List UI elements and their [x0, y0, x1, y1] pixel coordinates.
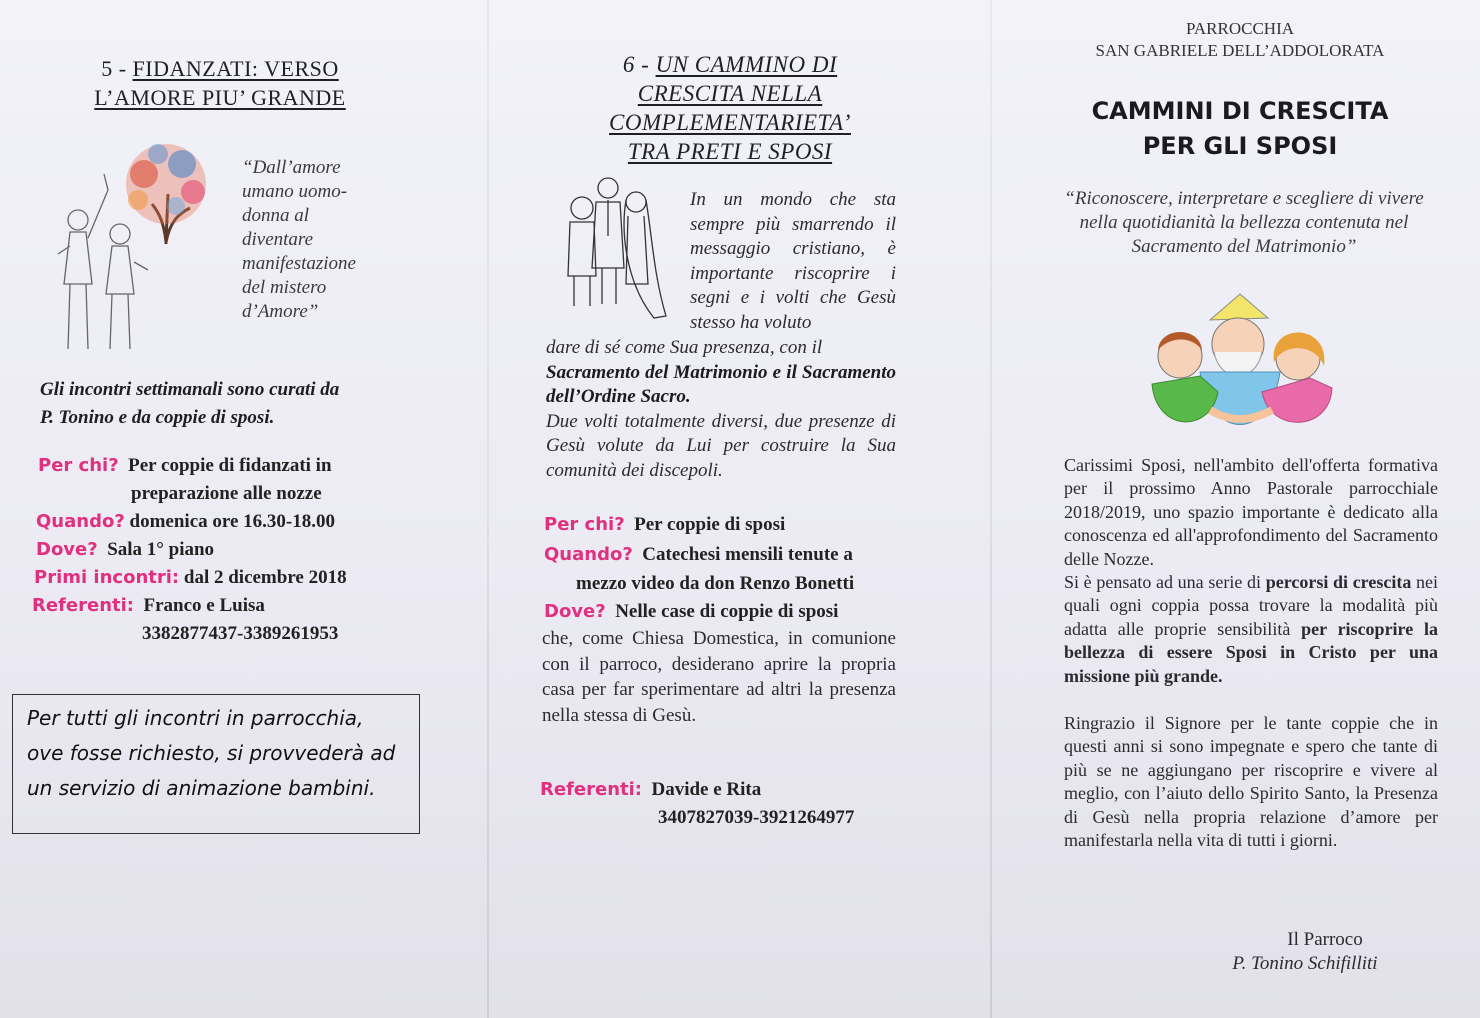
children-service-notice — [12, 694, 420, 834]
panel1-dove-value: Sala 1° piano — [107, 539, 215, 560]
fold-line-right — [990, 0, 992, 1018]
panel2-referenti-label: Referenti: — [540, 779, 642, 800]
panel2-intro-wrapped: In un mondo che sta sempre più smarrendo il messaggio cristiano, è importante riscoprire i segni e i volti che Gesù stesso ha voluto — [690, 189, 896, 333]
panel1-referenti-label: Referenti: — [32, 595, 134, 616]
priest-icon — [598, 178, 618, 198]
panel1-quando-value: domenica ore 16.30-18.00 — [129, 511, 335, 532]
panel1-heading-number: 5 - — [101, 56, 133, 81]
letter-p2-part-a: Si è pensato ad una serie di — [1064, 572, 1261, 593]
parish-line2: SAN GABRIELE DELL’ADDOLORATA — [1095, 41, 1385, 60]
panel2-quando-value1: Catechesi mensili tenute a — [642, 544, 853, 565]
panel1-dove-label: Dove? — [36, 539, 98, 560]
panel1-referenti-value2: 3382877437-3389261953 — [142, 623, 339, 644]
signature-name: P. Tonino Schifilliti — [1232, 953, 1378, 974]
panel1-per-chi-value2: preparazione alle nozze — [131, 483, 322, 504]
panel1-curators — [40, 376, 400, 432]
panel2-heading-line2: CRESCITA NELLA — [637, 81, 823, 106]
panel1-info — [32, 452, 438, 648]
panel1-heading-line2: L’AMORE PIU’ GRANDE — [94, 85, 346, 110]
couple-tree-illustration — [48, 134, 228, 359]
panel2-dove-value: Nelle case di coppie di sposi — [615, 601, 839, 622]
panel2-heading-line4: TRA PRETI E SPOSI — [627, 139, 833, 164]
panel1-curators-line1: Gli incontri settimanali sono curati da — [40, 379, 340, 400]
panel1-primi-value: dal 2 dicembre 2018 — [183, 567, 347, 588]
panel1-heading-line1: FIDANZATI: VERSO — [132, 56, 339, 81]
cover-letter — [1064, 454, 1438, 853]
letter-paragraph-3: Ringrazio il Signore per le tante coppie che in questi anni si sono impegnate e spero che tante di più se ne aggiungano per riscoprire e vivere al meglio, con l’aiuto dello Spirito Santo, la Presenza di Gesù nella propria relazione d’amore per manifestarla nella vita di tutti i giorni. — [1064, 713, 1438, 851]
panel1-curators-line2: P. Tonino e da coppie di sposi. — [40, 407, 275, 428]
panel2-per-chi-value: Per coppie di sposi — [634, 514, 786, 535]
letter-p2-part-c: nei quali ogni coppia possa trovare la modalità più adatta alle proprie sensibilità — [1064, 572, 1439, 639]
panel1-quote: “Dall’amore umano uomo-donna al diventare manifestazione del mistero d’Amore” — [242, 157, 356, 322]
panel1-primi-label: Primi incontri: — [34, 567, 180, 588]
cover-quote: “Riconoscere, interpretare e scegliere di vivere nella quotidianità la bellezza contenuta nel Sacramento del Matrimonio” — [1064, 188, 1424, 257]
panel2-quando-label: Quando? — [544, 544, 633, 565]
panel2-body-rest: Due volti totalmente diversi, due presenze di Gesù volute da Lui per costruire la Sua comunità dei discepoli. — [546, 410, 896, 481]
panel2-body — [546, 336, 896, 484]
signature-title: Il Parroco — [1287, 929, 1363, 950]
panel1-quando-label: Quando? — [36, 511, 125, 532]
letter-p2-bold: percorsi di crescita — [1265, 572, 1412, 593]
panel1-per-chi-value1: Per coppie di fidanzati in — [128, 455, 332, 476]
parish-line1: PARROCCHIA — [1185, 19, 1295, 38]
notice-line3: un servizio di animazione bambini. — [27, 776, 376, 800]
panel2-heading — [560, 50, 900, 166]
panel2-dove-description: che, come Chiesa Domestica, in comunione con il parroco, desiderano aprire la propria casa per far sperimentare ad altri la presenza nella stessa di Gesù. — [542, 628, 896, 726]
panel2-dove-label: Dove? — [544, 601, 606, 622]
fold-line-left — [487, 0, 489, 1018]
letter-p2-bold-end: per riscoprire la bellezza di essere Sposi in Cristo per una missione più grande. — [1064, 618, 1439, 686]
signature — [1200, 928, 1410, 976]
notice-line1: Per tutti gli incontri in parrocchia, — [27, 706, 364, 730]
groom-icon — [571, 197, 593, 219]
panel2-info — [544, 510, 896, 728]
panel2-per-chi-label: Per chi? — [544, 514, 625, 535]
parish-name — [1040, 18, 1440, 62]
panel1-heading — [40, 54, 400, 112]
letter-paragraph-2 — [1064, 571, 1438, 688]
cover-title — [1040, 94, 1440, 164]
panel2-quando-value2: mezzo video da don Renzo Bonetti — [576, 573, 855, 594]
family-hug-illustration — [1140, 292, 1340, 438]
cover-title-line1: CAMMINI DI CRESCITA — [1091, 97, 1389, 125]
panel2-referenti-value1: Davide e Rita — [651, 779, 762, 800]
panel1-referenti-value1: Franco e Luisa — [143, 595, 265, 616]
bride-icon — [626, 192, 646, 212]
notice-line2: ove fosse richiesto, si provvederà ad — [27, 741, 396, 765]
priest-couple-illustration — [562, 176, 674, 322]
panel2-referenti-value2: 3407827039-3921264977 — [658, 807, 855, 828]
panel2-body-line: dare di sé come Sua presenza, con il — [546, 337, 823, 358]
cover-title-line2: PER GLI SPOSI — [1142, 132, 1338, 160]
letter-paragraph-1: Carissimi Sposi, nell'ambito dell'offerta formativa per il prossimo Anno Pastorale parrocchiale 2018/2019, uno spazio importante è dedicato alla conoscenza ed all'approfondimento del Sacramento delle Nozze. — [1064, 455, 1438, 569]
panel2-heading-number: 6 - — [622, 52, 656, 77]
panel2-body-bold: Sacramento del Matrimonio e il Sacramento dell’Ordine Sacro. — [546, 361, 896, 408]
panel2-heading-line1: UN CAMMINO DI — [655, 52, 838, 77]
panel2-referenti — [540, 776, 900, 832]
panel1-per-chi-label: Per chi? — [38, 455, 119, 476]
panel2-heading-line3: COMPLEMENTARIETA’ — [609, 110, 851, 135]
tree-icon — [126, 144, 206, 244]
